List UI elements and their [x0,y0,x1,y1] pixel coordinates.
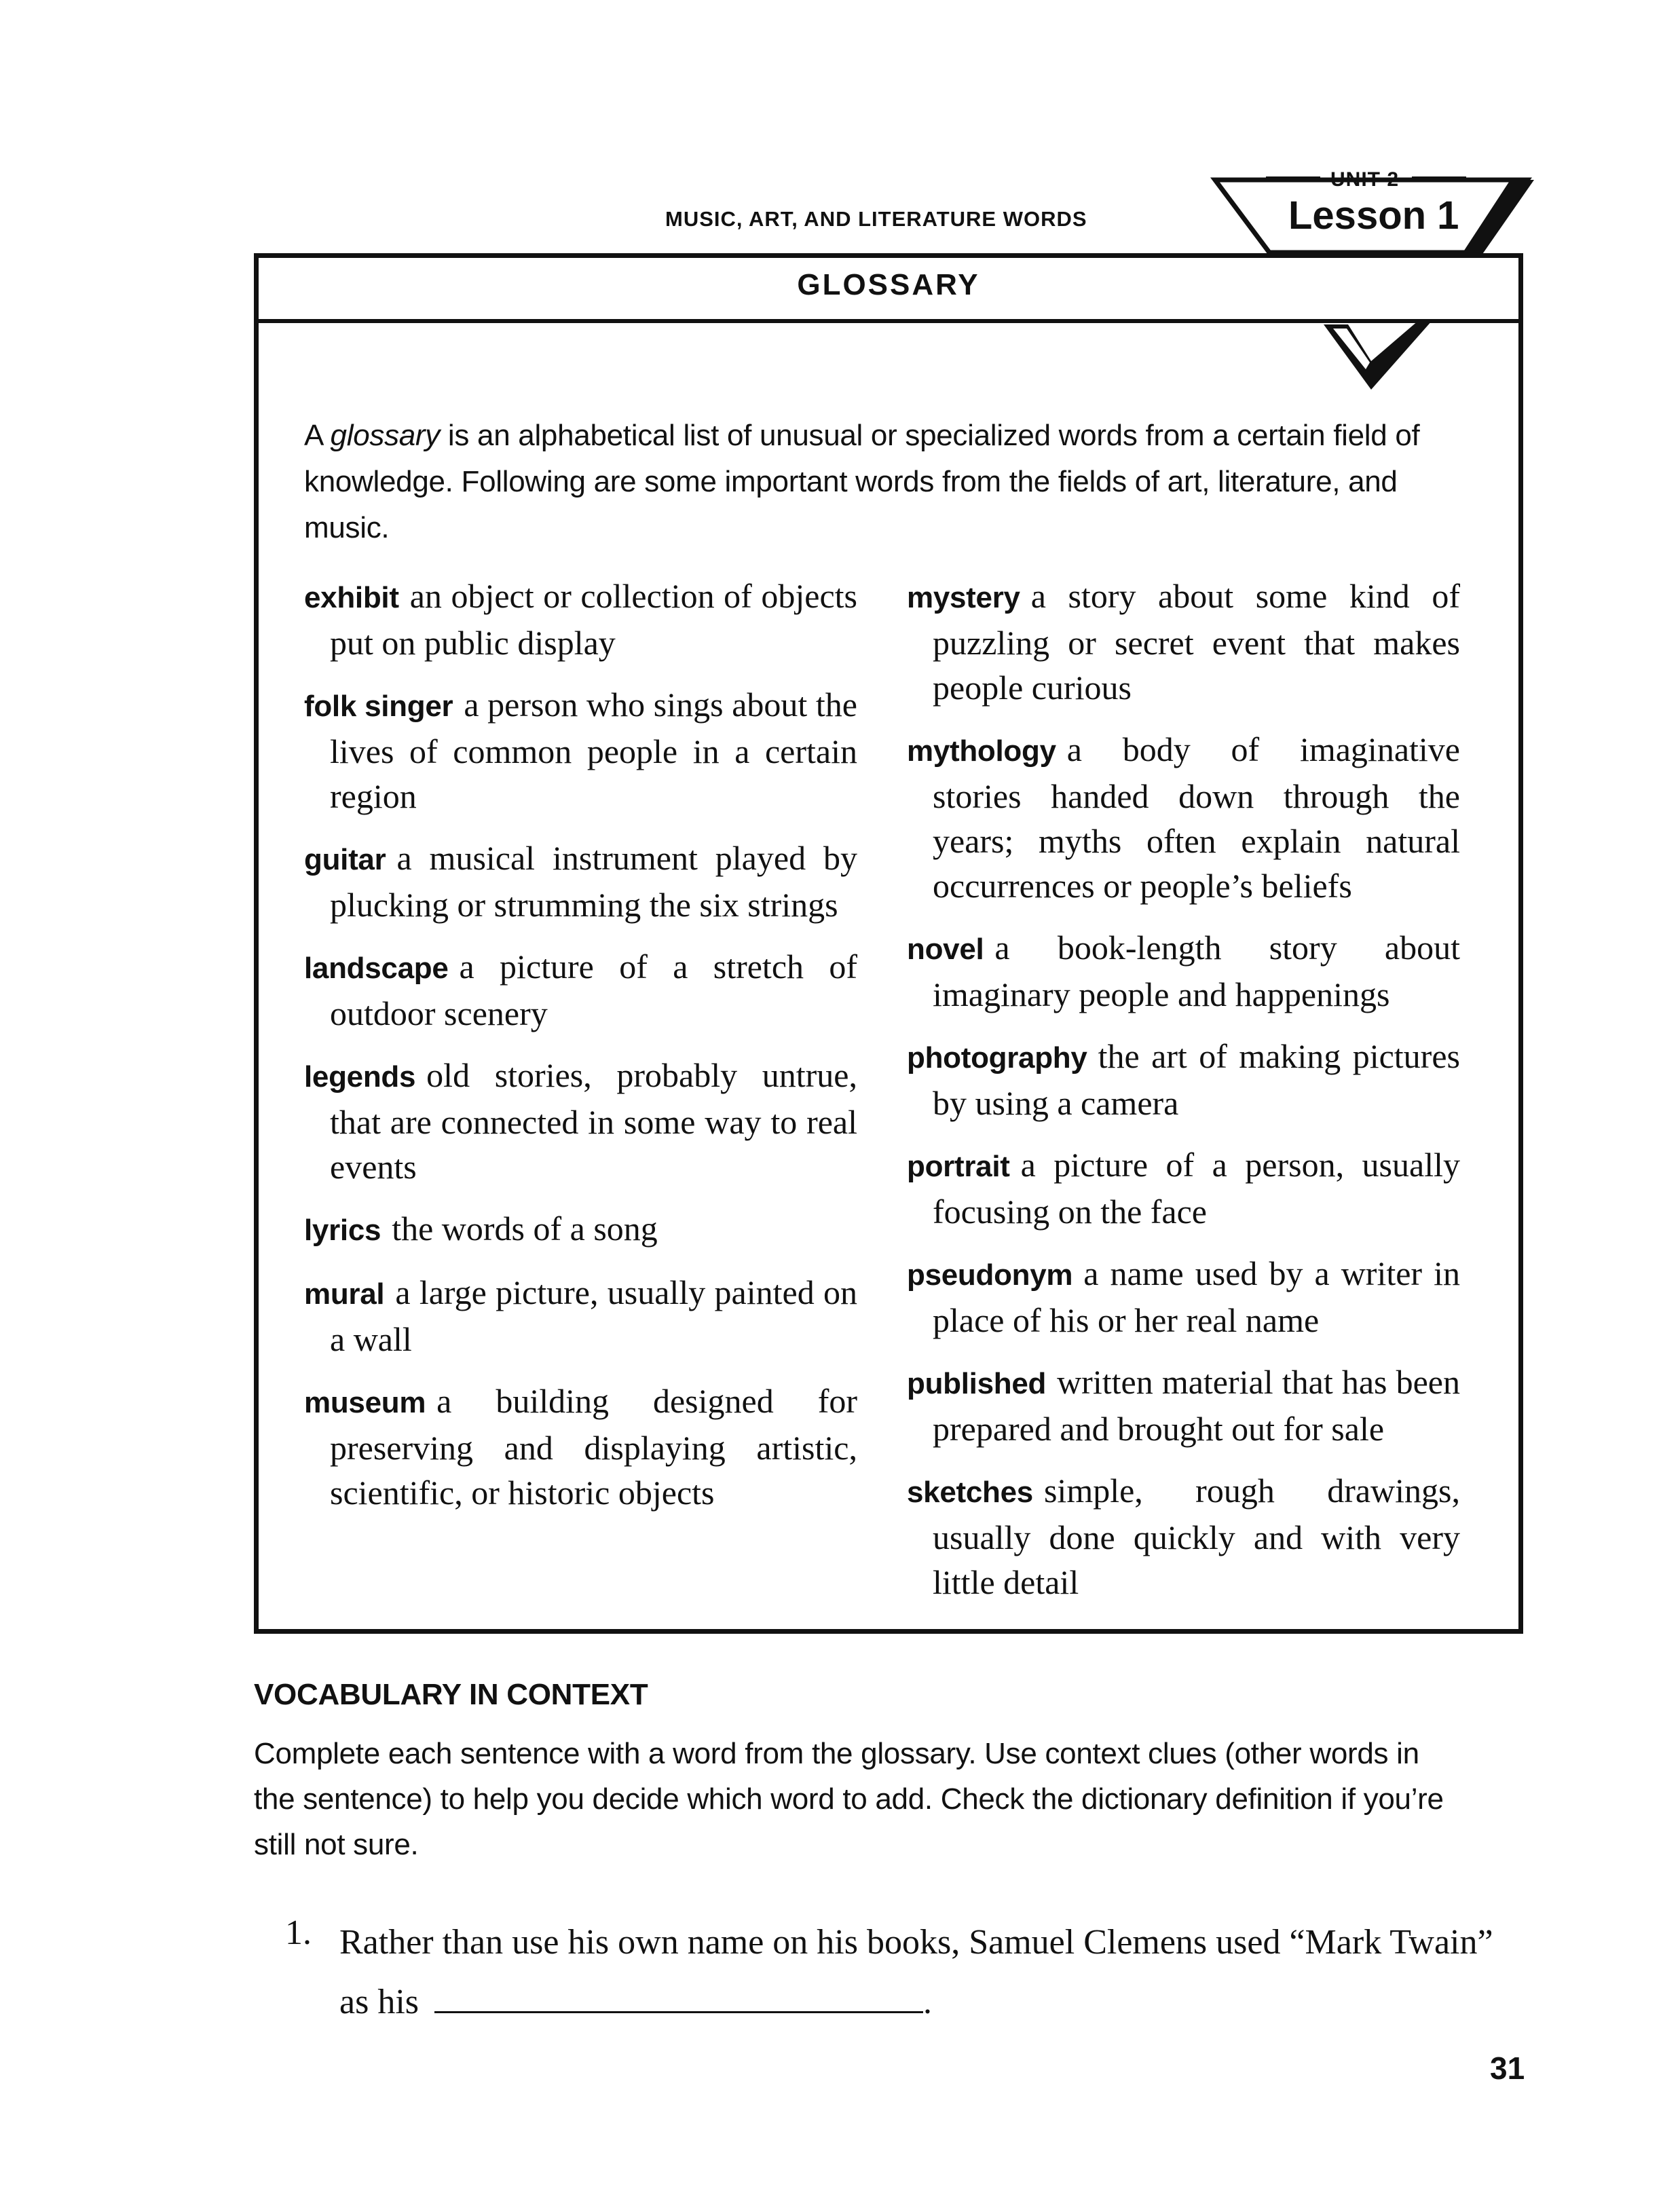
definition: a book-length story about imaginary people and happenings [933,929,1460,1013]
definition: a story about some kind of puzzling or secret event that makes people curious [933,577,1460,707]
glossary-entry-photography [907,1034,1460,1125]
question-text-after: . [923,1983,932,2021]
page-number: 31 [1490,2051,1525,2086]
glossary-intro [304,413,1424,551]
glossary-entry-legends [304,1053,857,1189]
glossary-entry-exhibit [304,574,857,665]
definition: a picture of a person, usually focusing on the face [933,1146,1460,1231]
glossary-entry-mystery [907,574,1460,710]
term: sketches [907,1476,1033,1509]
definition: the words of a song [392,1210,658,1248]
definition: a person who sings about the lives of common people in a certain region [330,686,857,815]
definition: a picture of a stretch of outdoor scenery [330,948,857,1032]
glossary-entry-folk-singer [304,682,857,819]
term: pseudonym [907,1258,1073,1292]
glossary-entry-mural [304,1270,857,1362]
answer-blank[interactable] [434,1977,923,2013]
term: mystery [907,581,1020,614]
definition: a musical instrument played by plucking or strumming the six strings [330,839,857,924]
intro-rest: is an alphabetical list of unusual or specialized words from a certain field of knowledge. Following are some important words from the fields of art, literature, and music. [304,419,1420,544]
definition: an object or collection of objects put on public display [330,577,857,662]
definition: a large picture, usually painted on a wall [330,1273,857,1358]
term: portrait [907,1150,1010,1183]
definition: old stories, probably untrue, that are connected in some way to real events [330,1056,857,1186]
term: landscape [304,952,449,985]
checkmark-icon [1324,319,1439,394]
term: folk singer [304,690,453,723]
glossary-entry-guitar [304,836,857,927]
question-text-before: Rather than use his own name on his books, Samuel Clemens used “Mark Twain” as his [339,1923,1493,2021]
definition: the art of making pictures by using a camera [933,1037,1460,1122]
term: exhibit [304,581,399,614]
glossary-entry-novel [907,925,1460,1017]
glossary-column-left [304,574,857,1532]
term: photography [907,1041,1087,1074]
term: guitar [304,843,386,876]
term: novel [907,933,984,966]
unit-label: UNIT 2 [1330,168,1400,191]
glossary-entry-mythology [907,727,1460,908]
term: mural [304,1277,385,1311]
term: lyrics [304,1214,381,1247]
question-text [339,1913,1507,2032]
lesson-label: Lesson 1 [1288,193,1459,238]
vocab-instructions: Complete each sentence with a word from the glossary. Use context clues (other words in the sentence) to help you decide which word to add. Check the dictionary definition if you’re still not sure. [254,1737,1444,1861]
definition: a body of imaginative stories handed down through the years; myths often explain natural occurrences or people’s beliefs [933,730,1460,905]
term: published [907,1367,1047,1400]
glossary-title: GLOSSARY [797,268,980,301]
glossary-entry-sketches [907,1468,1460,1605]
glossary-entry-museum [304,1379,857,1515]
vocab-heading: VOCABULARY IN CONTEXT [254,1678,648,1711]
intro-prefix: A [304,419,331,452]
glossary-entry-portrait [907,1142,1460,1234]
section-label: MUSIC, ART, AND LITERATURE WORDS [665,207,1087,231]
glossary-entry-landscape [304,944,857,1036]
glossary-entry-lyrics [304,1206,857,1253]
glossary-entry-published [907,1360,1460,1451]
term: museum [304,1386,426,1419]
definition: written material that has been prepared and brought out for sale [933,1363,1460,1448]
glossary-entry-pseudonym [907,1251,1460,1343]
glossary-column-right [907,574,1460,1622]
definition: a name used by a writer in place of his or her real name [933,1254,1460,1339]
definition: simple, rough drawings, usually done quickly and with very little detail [933,1472,1460,1601]
definition: a building designed for preserving and displaying artistic, scientific, or historic objects [330,1382,857,1512]
term: legends [304,1060,416,1093]
intro-term: glossary [330,419,440,452]
term: mythology [907,734,1056,768]
question-number: 1. [285,1913,312,1952]
